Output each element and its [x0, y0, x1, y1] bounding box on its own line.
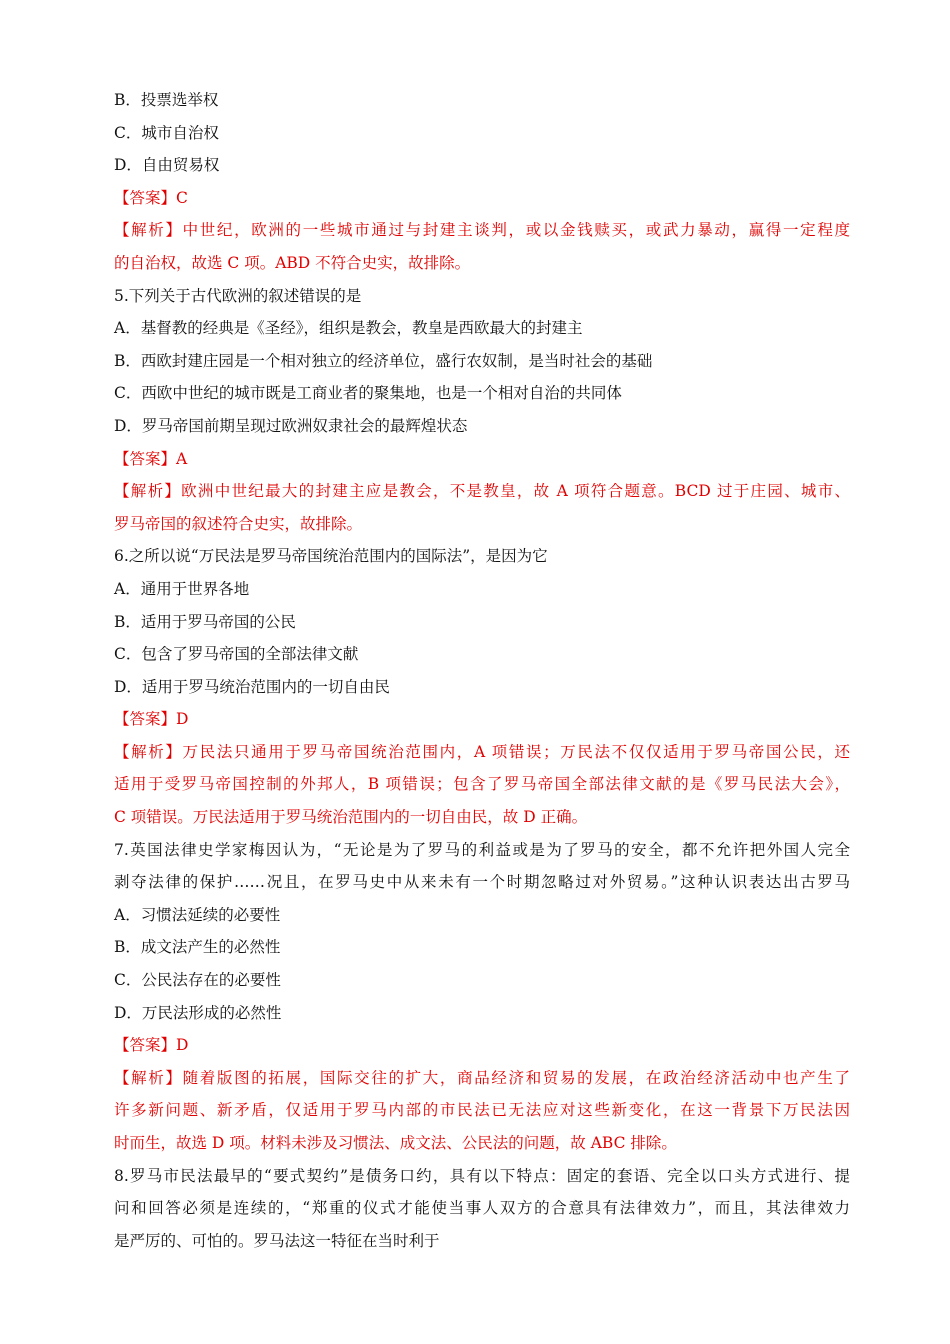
- analysis-line: 【解析】随着版图的拓展，国际交往的扩大，商品经济和贸易的发展，在政治经济活动中也产生了: [114, 1068, 850, 1087]
- answer: 【答案】D: [114, 1036, 189, 1055]
- question-4: [114, 84, 850, 280]
- analysis-line: 时而生，故选 D 项。材料未涉及习惯法、成文法、公民法的问题，故 ABC 排除。: [114, 1134, 677, 1152]
- option-b: B．西欧封建庄园是一个相对独立的经济单位，盛行农奴制，是当时社会的基础: [114, 351, 653, 370]
- question-stem: 6.之所以说“万民法是罗马帝国统治范围内的国际法”，是因为它: [114, 547, 548, 566]
- answer: 【答案】C: [114, 188, 188, 207]
- option-a: A．基督教的经典是《圣经》，组织是教会，教皇是西欧最大的封建主: [114, 319, 583, 338]
- option-a: A．通用于世界各地: [114, 579, 250, 598]
- question-stem: 5.下列关于古代欧洲的叙述错误的是: [114, 286, 362, 305]
- option-c: C．包含了罗马帝国的全部法律文献: [114, 645, 359, 664]
- option-d: D．适用于罗马统治范围内的一切自由民: [114, 677, 390, 696]
- question-stem: 剥夺法律的保护……况且，在罗马史中从来未有一个时期忽略过对外贸易。”这种认识表达出古罗马: [114, 873, 850, 892]
- analysis-line: 适用于受罗马帝国控制的外邦人，B 项错误；包含了罗马帝国全部法律文献的是《罗马民法大会》，: [114, 775, 850, 794]
- option-b: B．适用于罗马帝国的公民: [114, 612, 296, 631]
- answer: 【答案】D: [114, 710, 189, 729]
- option-c: C．公民法存在的必要性: [114, 971, 281, 990]
- question-stem: 是严厉的、可怕的。罗马法这一特征在当时利于: [114, 1231, 440, 1250]
- option-b: B．成文法产生的必然性: [114, 938, 281, 957]
- question-5: [114, 280, 850, 541]
- option-d: D．自由贸易权: [114, 156, 220, 175]
- question-stem: 8.罗马市民法最早的“要式契约”是债务口约，具有以下特点：固定的套语、完全以口头方式进行、提: [114, 1166, 850, 1185]
- question-stem: 问和回答必须是连续的，“郑重的仪式才能使当事人双方的合意具有法律效力”，而且，其法律效力: [114, 1199, 850, 1218]
- option-b: B．投票选举权: [114, 91, 219, 109]
- answer: 【答案】A: [114, 449, 188, 468]
- analysis-line: 许多新问题、新矛盾，仅适用于罗马内部的市民法已无法应对这些新变化，在这一背景下万民法因: [114, 1101, 850, 1120]
- question-stem: 7.英国法律史学家梅因认为，“无论是为了罗马的利益或是为了罗马的安全，都不允许把外国人完全: [114, 840, 850, 859]
- option-c: C．城市自治权: [114, 123, 219, 142]
- question-6: [114, 540, 850, 833]
- analysis-line: 罗马帝国的叙述符合史实，故排除。: [114, 514, 363, 533]
- question-8: [114, 1160, 850, 1258]
- analysis-line: 【解析】欧洲中世纪最大的封建主应是教会，不是教皇，故 A 项符合题意。BCD 过于庄园、城市、: [114, 482, 850, 501]
- analysis-line: 的自治权，故选 C 项。ABD 不符合史实，故排除。: [114, 253, 471, 272]
- question-7: [114, 834, 850, 1160]
- option-d: D．罗马帝国前期呈现过欧洲奴隶社会的最辉煌状态: [114, 416, 468, 435]
- analysis-line: C 项错误。万民法适用于罗马统治范围内的一切自由民，故 D 正确。: [114, 808, 588, 827]
- analysis-line: 【解析】中世纪，欧洲的一些城市通过与封建主谈判，或以金钱赎买，或武力暴动，赢得一定程度: [114, 221, 850, 240]
- analysis-line: 【解析】万民法只通用于罗马帝国统治范围内，A 项错误；万民法不仅仅适用于罗马帝国公民，还: [114, 742, 850, 761]
- option-c: C．西欧中世纪的城市既是工商业者的聚集地，也是一个相对自治的共同体: [114, 384, 622, 403]
- option-d: D．万民法形成的必然性: [114, 1003, 282, 1022]
- option-a: A．习惯法延续的必要性: [114, 905, 281, 924]
